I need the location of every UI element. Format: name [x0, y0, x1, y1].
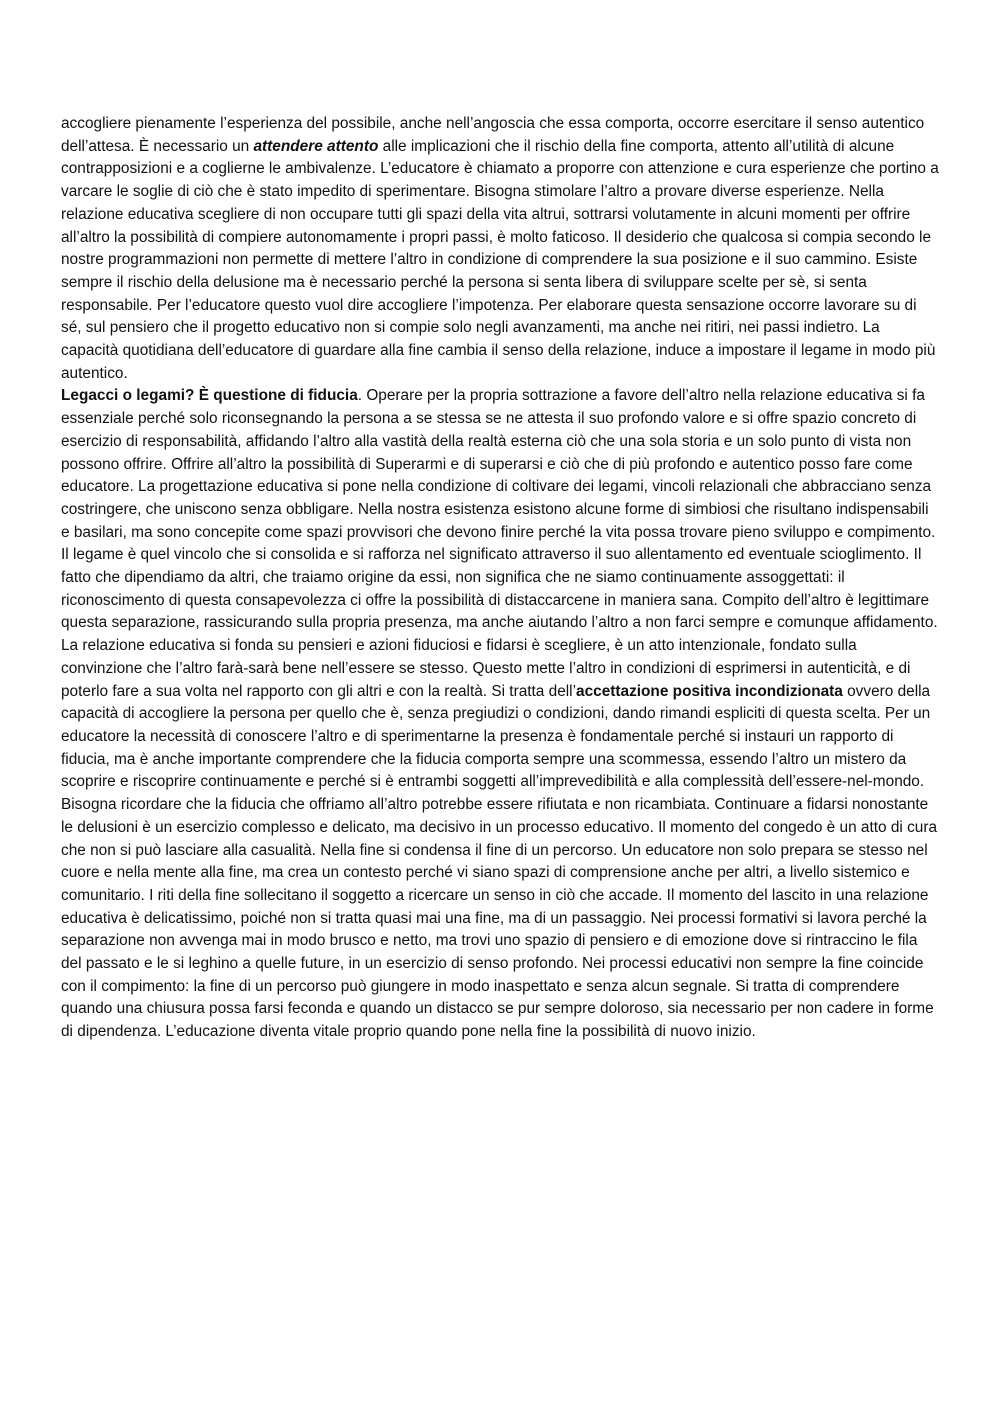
paragraph-legami — [61, 385, 941, 635]
paragraph-text: alle implicazioni che il rischio della fine comporta, attento all’utilità di alcune contrapposizioni e a coglierne le ambivalenze. L’educatore è chiamato a proporre con attenzione e cura esperienze che portino a varcare le soglie di ciò che è stato impedito di sperimentare. Bisogna stimolare l’altro a provare diverse esperienze. Nella relazione educativa scegliere di non occupare tutti gli spazi della vita altrui, sottrarsi volutamente in alcuni momenti per offrire all’altro la possibilità di compiere autonomamente i propri passi, è molto faticoso. Il desiderio che qualcosa si compia secondo le nostre programmazioni non permette di mettere l’altro in condizione di comprendere la sua posizione e il suo cammino. Esiste sempre il rischio della delusione ma è necessario perché la persona si senta libera di sviluppare scelte per sè, si senta responsabile. Per l’educatore questo vuol dire accogliere l’impotenza. Per elaborare questa sensazione occorre lavorare su di sé, sul pensiero che il progetto educativo non si compie solo negli avanzamenti, ma anche nei ritiri, nei passi indietro. La capacità quotidiana dell’educatore di guardare alla fine cambia il senso della relazione, induce a impostare il legame in modo più autentico. — [61, 137, 939, 382]
paragraph-text: La relazione educativa si fonda su pensieri e azioni fiduciosi e fidarsi è scegliere, è un atto intenzionale, fondato sulla convinzione che l’altro farà-sarà bene nell’essere se stesso. Questo mette l’altro in condizioni di esprimersi in autenticità, e di poterlo fare a sua volta nel rapporto con gli altri e con la realtà. Si tratta dell’ — [61, 637, 911, 700]
document-page — [61, 113, 941, 1044]
emphasis-attendere-attento: attendere attento — [253, 137, 379, 155]
paragraph-text: ovvero della capacità di accogliere la persona per quello che è, senza pregiudizi o condizioni, dando rimandi espliciti di questa scelta. Per un educatore la necessità di conoscere l’altro e di sperimentarne la presenza è fondamentale perché si instauri un rapporto di fiducia, ma è anche importante comprendere che la fiducia comporta sempre una scommessa, essendo l’altro un mistero da scoprire e riscoprire continuamente e perché si è entrambi soggetti all’imprevedibilità e alla complessità dell’essere-nel-mondo. Bisogna ricordare che la fiducia che offriamo all’altro potrebbe essere rifiutata e non ricambiata. Continuare a fidarsi nonostante le delusioni è un esercizio complesso e delicato, ma decisivo in un processo educativo. Il momento del congedo è un atto di cura che non si può lasciare alla casualità. Nella fine si condensa il fine di un percorso. Un educatore non solo prepara se stesso nel cuore e nella mente alla fine, ma crea un contesto perché vi siano spazi di comprensione anche per altri, a livello sistemico e comunitario. I riti della fine sollecitano il soggetto a ricercare un senso in ciò che accade. Il momento del lascito in una relazione educativa è delicatissimo, poiché non si tratta quasi mai una fine, ma di un passaggio. Nei processi formativi si lavora perché la separazione non avvenga mai in modo brusco e netto, ma trovi uno spazio di pensiero e di emozione dove si rintraccino le fila del passato e le si leghino a quelle future, in un esercizio di senso profondo. Nei processi educativi non sempre la fine coincide con il compimento: la fine di un percorso può giungere in modo inaspettato e senza alcun segnale. Si tratta di comprendere quando una chiusura possa farsi feconda e quando un distacco se pur sempre doloroso, sia necessario per non cadere in forme di dipendenza. L’educazione diventa vitale proprio quando pone nella fine la possibilità di nuovo inizio. — [61, 682, 938, 1041]
paragraph-fiducia — [61, 635, 941, 1044]
section-heading-legacci-legami: Legacci o legami? È questione di fiducia — [61, 387, 358, 405]
paragraph-text: accogliere pienamente l’esperienza del possibile, anche nell’angoscia che essa comporta, occorre esercitare il senso autentico dell’attesa. È necessario un — [61, 115, 925, 155]
emphasis-accettazione-positiva: accettazione positiva incondizionata — [576, 682, 843, 700]
paragraph-attesa — [61, 113, 941, 385]
paragraph-text: . Operare per la propria sottrazione a favore dell’altro nella relazione educativa si fa essenziale perché solo riconsegnando la persona a se stessa se ne attesta il suo profondo valore e si offre spazio concreto di esercizio di responsabilità, affidando l’altro alla vastità della realtà esterna ciò che una sola storia e un solo punto di vista non possono offrire. Offrire all’altro la possibilità di Superarmi e di superarsi e ciò che di più profondo e autentico posso fare come educatore. La progettazione educativa si pone nella condizione di coltivare dei legami, vincoli relazionali che abbracciano senza costringere, che uniscono senza obbligare. Nella nostra esistenza esistono alcune forme di simbiosi che risultano indispensabili e basilari, ma sono concepite come spazi provvisori che devono finire perché la vita possa trovare pieno sviluppo e compimento. Il legame è quel vincolo che si consolida e si rafforza nel significato attraverso il suo allentamento ed eventuale scioglimento. Il fatto che dipendiamo da altri, che traiamo origine da essi, non significa che ne siamo continuamente assoggettati: il riconoscimento di questa consapevolezza ci offre la possibilità di distaccarcene in maniera sana. Compito dell’altro è legittimare questa separazione, rassicurando sulla propria presenza, ma anche aiutando l’altro a non farci sempre e comunque affidamento. — [61, 387, 938, 632]
